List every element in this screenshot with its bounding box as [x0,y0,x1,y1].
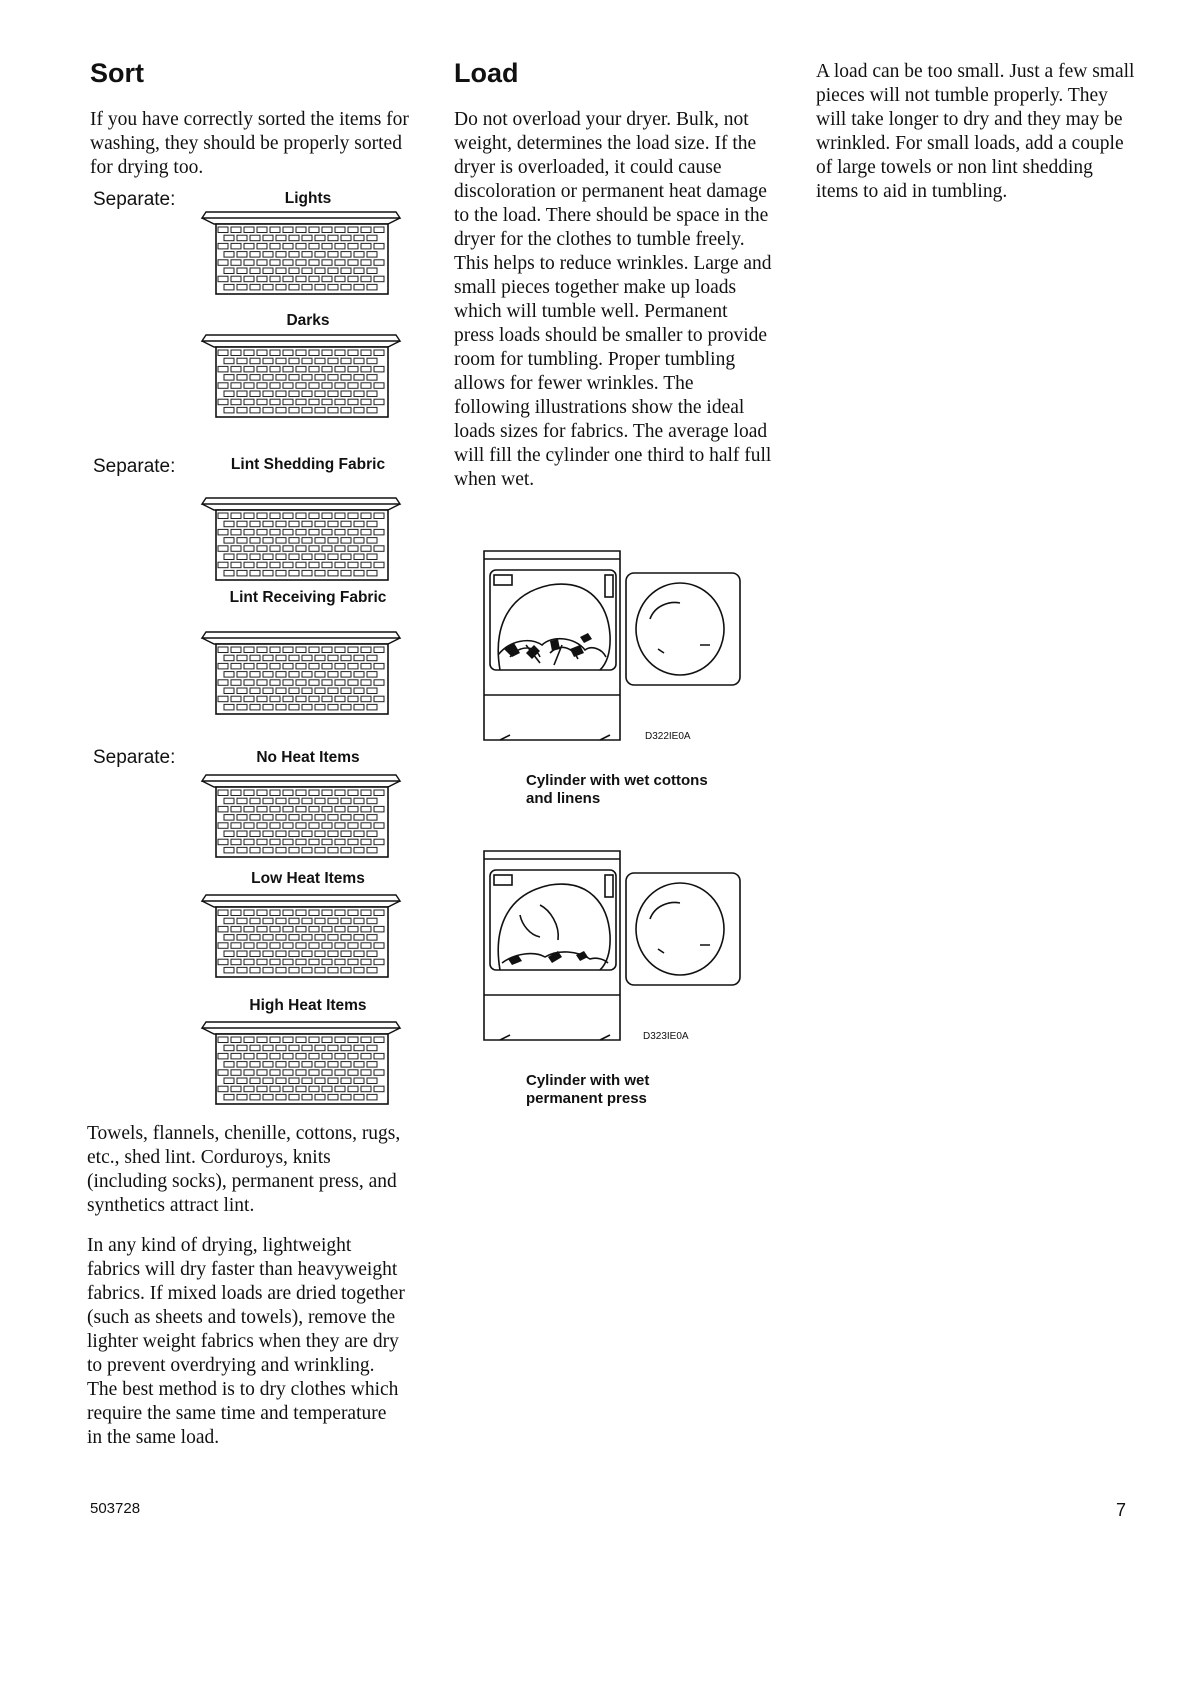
basket-label-no-heat: No Heat Items [256,749,360,766]
basket-label-darks: Darks [286,312,330,329]
sort-heading: Sort [90,58,144,88]
load-para: Do not overload your dryer. Bulk, not weight, determines the load size. If the dryer is overloaded, it could cause discoloration or permanent heat damage to the load. There should be space in the dryer for the clothes to tumble freely. This helps to reduce wrinkles. Large and small pieces together make up loads which will tumble well. Permanent press loads should be smaller to provide room for tumbling. Proper tumbling allows for fewer wrinkles. The following illustrations show the ideal loads sizes for fabrics. The average load will fill the cylinder one third to half full when wet. [454,109,772,490]
separate-label-3: Separate: [93,747,176,768]
basket-no-heat-image [200,773,405,861]
sort-intro: If you have correctly sorted the items for washing, they should be properly sorted for drying too. [90,109,409,178]
basket-label-lint-shedding: Lint Shedding Fabric [230,456,386,473]
basket-lint-shedding-image [200,496,405,584]
sort-para-lint: Towels, flannels, chenille, cottons, rugs, etc., shed lint. Corduroys, knits (including socks), permanent press, and synthetics attract lint. [87,1123,401,1216]
separate-label-2: Separate: [93,456,176,477]
basket-lights-image [200,210,405,298]
dryer-figure-cottons [480,545,745,745]
figure2-code: D323IE0A [643,1031,689,1042]
separate-label-1: Separate: [93,189,176,210]
page-number: 7 [1116,1500,1127,1520]
basket-low-heat-image [200,893,405,981]
basket-label-lint-receiving: Lint Receiving Fabric [229,589,387,606]
dryer-figure-permanent-press [480,845,745,1045]
basket-high-heat-image [200,1020,405,1108]
basket-darks-image [200,333,405,421]
figure1-caption: Cylinder with wet cottons and linens [526,772,708,807]
sort-para-weight: In any kind of drying, lightweight fabrics will dry faster than heavyweight fabrics. If mixed loads are dried together (such as sheets and towels), remove the lighter weight fabrics when they are dry to prevent overdrying and wrinkling. The best method is to dry clothes which require the same time and temperature in the same load. [87,1235,405,1448]
figure2-caption: Cylinder with wet permanent press [526,1072,650,1107]
figure1-code: D322IE0A [645,731,691,742]
right-para: A load can be too small. Just a few small pieces will not tumble properly. They will take longer to dry and they may be wrinkled. For small loads, add a couple of large towels or non lint shedding items to aid in tumbling. [816,61,1135,202]
load-heading: Load [454,58,519,88]
basket-label-lights: Lights [284,190,332,207]
basket-label-low-heat: Low Heat Items [251,870,365,887]
basket-label-high-heat: High Heat Items [249,997,367,1014]
doc-number: 503728 [90,1500,141,1517]
basket-lint-receiving-image [200,630,405,718]
